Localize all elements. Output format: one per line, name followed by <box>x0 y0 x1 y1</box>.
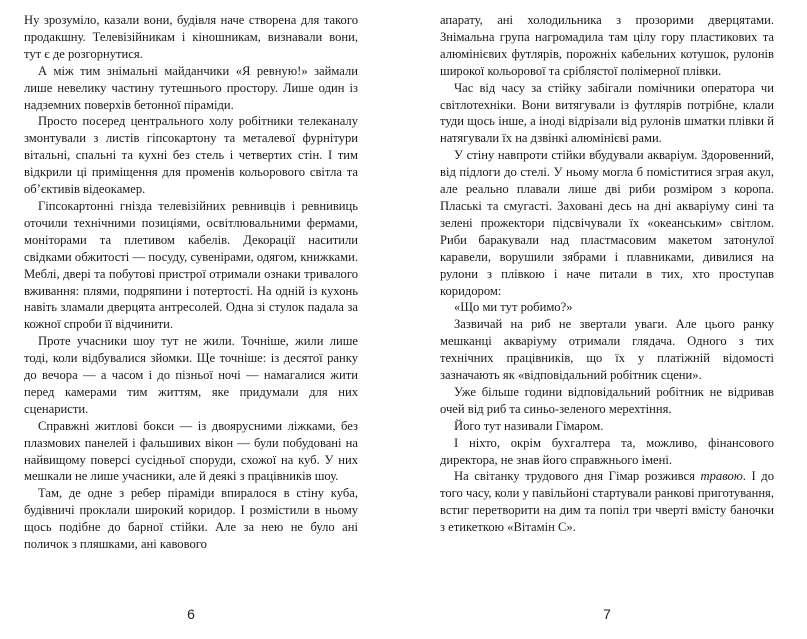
right-page <box>440 12 774 592</box>
page-number-right: 7 <box>603 606 611 622</box>
paragraph: Зазвичай на риб не звертали уваги. Але цього ранку мешканці акваріуму отримали глядача. Одного з тих технічних працівників, що їх у платіжній відомості зазначають як «відповідальний робітник сцени». <box>440 317 774 383</box>
paragraph: Його тут називали Гімаром. <box>454 418 604 433</box>
page-number-left: 6 <box>187 606 195 622</box>
paragraph-text: . І до того часу, коли у павільйоні стартували ранкові приготування, встиг перетворити на дим та попіл три чверті вмісту баночки з етикеткою «Вітамін С». <box>440 469 774 535</box>
paragraph: І ніхто, окрім бухгалтера та, можливо, фінансового директора, не знав його справжнього імені. <box>440 435 774 467</box>
paragraph: Час від часу за стійку забігали помічники оператора чи світлотехніки. Вони витягували із футлярів потрібне, клали туди щось інше, а іноді відрізали від рулонів шматки плівки й натягували їх на дзвінкі алюмінієві рами. <box>440 80 774 146</box>
paragraph <box>440 468 774 536</box>
paragraph: апарату, ані холодильника з прозорими дверцятами. Знімальна група нагромадила там цілу гору пластикових та алюмінієвих футлярів, порожніх кабельних котушок, рулонів широкої кольорової та сріблястої полімерної плівки. <box>440 13 774 78</box>
paragraph: Справжні житлові бокси — із двоярусними ліжками, без плазмових панелей і фальшивих вікон — були побудовані на найвищому поверсі сусідньої споруди, схожої на куб. У них мешкали не лише учасники, але й деякі з працівників шоу. <box>24 418 358 484</box>
paragraph: «Що ми тут робимо?» <box>454 300 573 315</box>
italic-word: травою <box>700 469 743 484</box>
left-page <box>24 12 358 592</box>
paragraph: Ну зрозуміло, казали вони, будівля наче створена для такого продакшну. Телевізійникам і кіношникам, визнавали вони, тут є де розгорнутися. <box>24 13 358 61</box>
paragraph: Просто посеред центрального холу робітники телеканалу змонтували з листів гіпсокартону та металевої фурнітури вітальні, спальні та кухні без стель і четвертих стін. І тим відкрили ці приміщення для променів кольорового світла та об’єктивів відеокамер. <box>24 114 358 197</box>
paragraph: Гіпсокартонні гнізда телевізійних ревнивців і ревнивиць оточили технічними позиціями, освітлювальними фермами, моніторами та плетивом кабелів. Декорації наситили свідками обжитості — посуду, сувенірами, одягом, книжками. Меблі, двері та побутові пристрої отримали ознаки тривалого вживання: плями, подряпини і потертості. На одній із кухонь навіть зламали дверцята антресолей. Одна зі стулок падала за кожної спроби її відчинити. <box>24 198 358 332</box>
paragraph: У стіну навпроти стійки вбудували акваріум. Здоровенний, від підлоги до стелі. У ньому могла б поміститися зграя акул, але реально плавали лише дві риби розміром з коропа. Плаські та смугасті. Заховані десь на дні акваріуму сині та зелені прожектори підсвічували їх «океанським» світлом. Риби баракували над пластмасовим макетом затонулої каравели, ворушили зябрами і плавниками, дивилися на рулони з плівкою і наче питали в тих, хто проступав коридором: <box>440 148 774 298</box>
paragraph: А між тим знімальні майданчики «Я ревную!» займали лише невелику частину тутешнього простору. Лише один із надземних поверхів бетонної піраміди. <box>24 63 358 112</box>
paragraph: Проте учасники шоу тут не жили. Точніше, жили лише тоді, коли відбувалися зйомки. Ще точніше: із десятої ранку до вечора — а часом і до пізньої ночі — намагалися жити перед камерами тим життям, яке придумали для них сценаристи. <box>24 334 358 416</box>
paragraph: Уже більше години відповідальний робітник не відривав очей від риб та синьо-зеленого мерехтіння. <box>440 384 774 416</box>
paragraph: Там, де одне з ребер піраміди впиралося в стіну куба, будівничі проклали широкий коридор. І розмістили в ньому щось подібне до барної стійки. Але за нею не було ані поличок з пляшками, ані кавового <box>24 486 358 552</box>
paragraph-text: На світанку трудового дня Гімар розжився <box>454 469 695 484</box>
